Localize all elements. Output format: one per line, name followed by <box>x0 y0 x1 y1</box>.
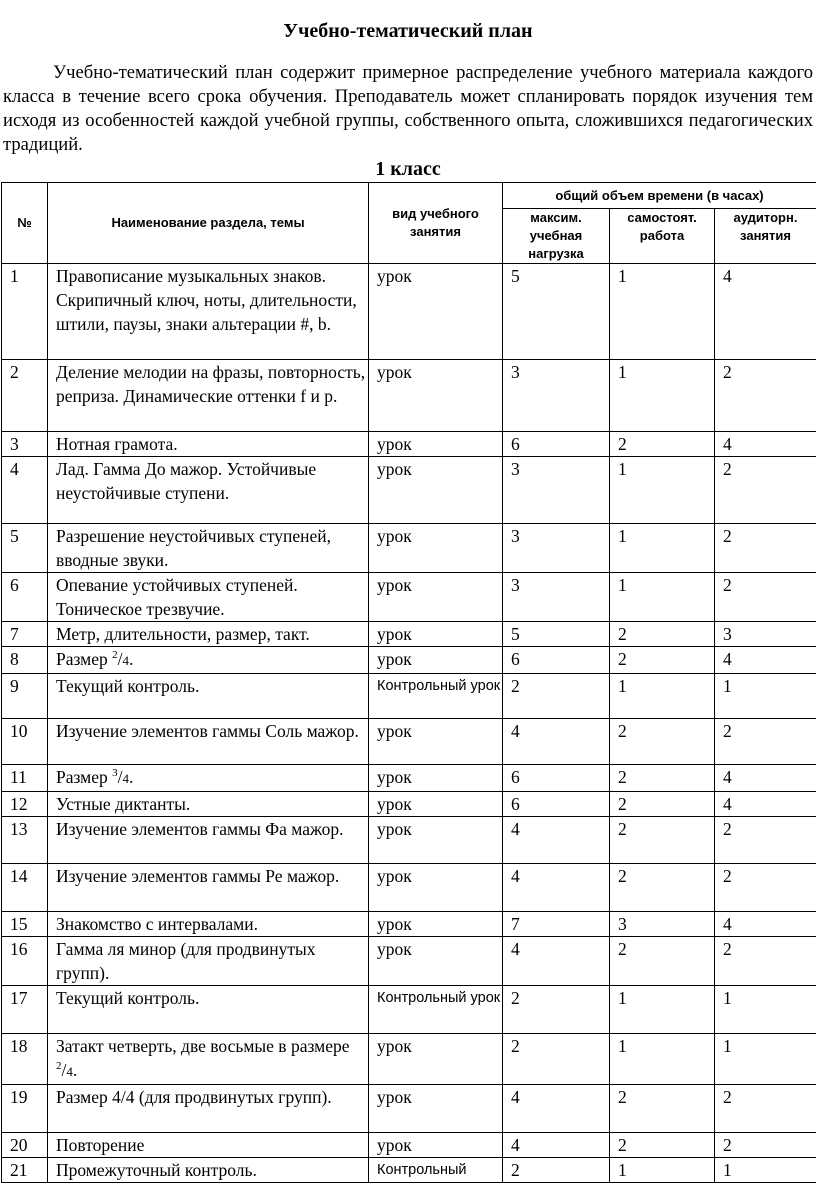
row-number: 12 <box>2 792 48 817</box>
row-self-study: 1 <box>610 360 715 432</box>
row-topic: Гамма ля минор (для продвинутых групп). <box>48 937 369 986</box>
table-row <box>2 719 816 765</box>
row-topic: Текущий контроль. <box>48 986 369 1034</box>
table-row <box>2 1133 816 1158</box>
row-number: 18 <box>2 1034 48 1085</box>
row-lesson-type: урок <box>369 792 503 817</box>
row-classroom: 2 <box>715 937 816 986</box>
table-row <box>2 524 816 573</box>
row-classroom: 3 <box>715 622 816 647</box>
row-topic: Устные диктанты. <box>48 792 369 817</box>
row-classroom: 4 <box>715 432 816 457</box>
row-lesson-type: урок <box>369 457 503 524</box>
row-number: 2 <box>2 360 48 432</box>
header-name: Наименование раздела, темы <box>48 183 369 264</box>
row-classroom: 1 <box>715 1158 816 1183</box>
topic-part-sup: 3 <box>112 767 118 779</box>
row-self-study: 1 <box>610 573 715 622</box>
table-row <box>2 817 816 864</box>
row-classroom: 4 <box>715 765 816 792</box>
row-classroom: 2 <box>715 360 816 432</box>
header-self: самостоят. работа <box>610 209 715 264</box>
row-self-study: 2 <box>610 1133 715 1158</box>
row-self-study: 2 <box>610 864 715 912</box>
row-max-load: 4 <box>503 719 610 765</box>
row-self-study: 2 <box>610 719 715 765</box>
table-header-row <box>2 183 816 209</box>
row-classroom: 4 <box>715 912 816 937</box>
row-classroom: 1 <box>715 986 816 1034</box>
table-row <box>2 765 816 792</box>
row-self-study: 2 <box>610 432 715 457</box>
topic-part-post: / <box>118 649 123 669</box>
row-number: 13 <box>2 817 48 864</box>
row-self-study: 2 <box>610 817 715 864</box>
row-number: 4 <box>2 457 48 524</box>
topic-part-sub: 4 <box>123 771 130 786</box>
topic-part-sub: 4 <box>123 653 130 668</box>
topic-part-sup: 2 <box>56 1060 62 1072</box>
row-max-load: 2 <box>503 1158 610 1183</box>
topic-part-pre: Затакт четверть, две восьмые в размере <box>56 1036 349 1056</box>
row-self-study: 1 <box>610 1034 715 1085</box>
row-lesson-type: урок <box>369 864 503 912</box>
row-max-load: 4 <box>503 937 610 986</box>
row-classroom: 2 <box>715 1085 816 1133</box>
row-lesson-type: урок <box>369 937 503 986</box>
row-topic: Текущий контроль. <box>48 674 369 719</box>
row-lesson-type: Контрольный <box>369 1158 503 1183</box>
plan-table <box>1 182 816 1183</box>
table-row <box>2 432 816 457</box>
row-lesson-type: урок <box>369 573 503 622</box>
row-lesson-type: Контрольный урок <box>369 986 503 1034</box>
row-number: 21 <box>2 1158 48 1183</box>
row-number: 1 <box>2 264 48 360</box>
row-self-study: 2 <box>610 765 715 792</box>
row-max-load: 4 <box>503 1085 610 1133</box>
header-time-group: общий объем времени (в часах) <box>503 183 816 209</box>
topic-part-sup: 2 <box>112 649 118 661</box>
row-topic: Промежуточный контроль. <box>48 1158 369 1183</box>
table-row <box>2 986 816 1034</box>
row-topic: Опевание устойчивых ступеней. Тоническое трезвучие. <box>48 573 369 622</box>
row-topic: Изучение элементов гаммы Фа мажор. <box>48 817 369 864</box>
row-lesson-type: урок <box>369 719 503 765</box>
row-max-load: 3 <box>503 360 610 432</box>
row-topic: Разрешение неустойчивых ступеней, вводные звуки. <box>48 524 369 573</box>
row-lesson-type: урок <box>369 264 503 360</box>
row-number: 11 <box>2 765 48 792</box>
table-row <box>2 792 816 817</box>
row-topic <box>48 647 369 674</box>
row-max-load: 6 <box>503 792 610 817</box>
topic-part-end: . <box>129 649 133 669</box>
row-max-load: 4 <box>503 1133 610 1158</box>
topic-part-post: / <box>62 1060 67 1080</box>
row-lesson-type: урок <box>369 1034 503 1085</box>
row-self-study: 1 <box>610 1158 715 1183</box>
row-classroom: 4 <box>715 264 816 360</box>
row-topic: Знакомство с интервалами. <box>48 912 369 937</box>
topic-part-post: / <box>118 767 123 787</box>
row-classroom: 2 <box>715 524 816 573</box>
row-self-study: 3 <box>610 912 715 937</box>
row-max-load: 3 <box>503 573 610 622</box>
row-number: 14 <box>2 864 48 912</box>
row-classroom: 2 <box>715 817 816 864</box>
row-number: 10 <box>2 719 48 765</box>
row-topic <box>48 1034 369 1085</box>
row-classroom: 2 <box>715 719 816 765</box>
row-max-load: 4 <box>503 864 610 912</box>
row-max-load: 2 <box>503 986 610 1034</box>
table-row <box>2 457 816 524</box>
row-max-load: 4 <box>503 817 610 864</box>
row-number: 9 <box>2 674 48 719</box>
row-number: 15 <box>2 912 48 937</box>
intro-paragraph: Учебно-тематический план содержит примерное распределение учебного материала каждого класса в течение всего срока обучения. Преподаватель может спланировать порядок изучения тем исходя из особенностей каждой учебной группы, собственного опыта, сложившихся педагогических традиций. <box>3 61 813 157</box>
row-lesson-type: урок <box>369 622 503 647</box>
row-topic: Метр, длительности, размер, такт. <box>48 622 369 647</box>
row-self-study: 1 <box>610 524 715 573</box>
row-self-study: 2 <box>610 1085 715 1133</box>
row-lesson-type: урок <box>369 1085 503 1133</box>
table-row <box>2 674 816 719</box>
row-self-study: 1 <box>610 674 715 719</box>
header-type: вид учебного занятия <box>369 183 503 264</box>
row-topic: Правописание музыкальных знаков. Скрипичный ключ, ноты, длительности, штили, паузы, знаки альтерации #, b. <box>48 264 369 360</box>
row-topic: Нотная грамота. <box>48 432 369 457</box>
row-lesson-type: урок <box>369 1133 503 1158</box>
row-topic <box>48 765 369 792</box>
row-self-study: 2 <box>610 622 715 647</box>
table-row <box>2 647 816 674</box>
row-max-load: 6 <box>503 432 610 457</box>
row-self-study: 1 <box>610 457 715 524</box>
row-number: 16 <box>2 937 48 986</box>
topic-part-end: . <box>129 767 133 787</box>
row-classroom: 2 <box>715 457 816 524</box>
row-self-study: 2 <box>610 647 715 674</box>
row-topic: Изучение элементов гаммы Ре мажор. <box>48 864 369 912</box>
topic-part-pre: Размер <box>56 767 112 787</box>
row-number: 3 <box>2 432 48 457</box>
row-lesson-type: урок <box>369 817 503 864</box>
row-topic: Изучение элементов гаммы Соль мажор. <box>48 719 369 765</box>
table-row <box>2 622 816 647</box>
row-classroom: 2 <box>715 864 816 912</box>
row-topic: Лад. Гамма До мажор. Устойчивые неустойчивые ступени. <box>48 457 369 524</box>
topic-part-end: . <box>73 1060 77 1080</box>
row-classroom: 4 <box>715 647 816 674</box>
row-max-load: 6 <box>503 647 610 674</box>
row-lesson-type: урок <box>369 360 503 432</box>
table-row <box>2 912 816 937</box>
row-number: 5 <box>2 524 48 573</box>
row-classroom: 2 <box>715 573 816 622</box>
page-title: Учебно-тематический план <box>0 20 816 43</box>
header-max: максим. учебная нагрузка <box>503 209 610 264</box>
row-max-load: 3 <box>503 457 610 524</box>
header-num: № <box>2 183 48 264</box>
row-classroom: 2 <box>715 1133 816 1158</box>
row-max-load: 7 <box>503 912 610 937</box>
table-row <box>2 573 816 622</box>
row-number: 19 <box>2 1085 48 1133</box>
row-number: 7 <box>2 622 48 647</box>
row-topic: Повторение <box>48 1133 369 1158</box>
row-max-load: 5 <box>503 264 610 360</box>
topic-part-pre: Размер <box>56 649 112 669</box>
row-self-study: 2 <box>610 792 715 817</box>
table-row <box>2 360 816 432</box>
row-classroom: 1 <box>715 1034 816 1085</box>
table-row <box>2 864 816 912</box>
row-max-load: 3 <box>503 524 610 573</box>
row-classroom: 4 <box>715 792 816 817</box>
row-classroom: 1 <box>715 674 816 719</box>
table-row <box>2 264 816 360</box>
row-lesson-type: урок <box>369 912 503 937</box>
row-max-load: 5 <box>503 622 610 647</box>
header-aud: аудиторн. занятия <box>715 209 816 264</box>
row-number: 20 <box>2 1133 48 1158</box>
row-lesson-type: урок <box>369 647 503 674</box>
row-self-study: 1 <box>610 986 715 1034</box>
row-topic: Деление мелодии на фразы, повторность, реприза. Динамические оттенки f и p. <box>48 360 369 432</box>
row-self-study: 2 <box>610 937 715 986</box>
row-lesson-type: урок <box>369 432 503 457</box>
topic-part-sub: 4 <box>66 1064 73 1079</box>
row-topic: Размер 4/4 (для продвинутых групп). <box>48 1085 369 1133</box>
row-lesson-type: урок <box>369 524 503 573</box>
row-number: 6 <box>2 573 48 622</box>
row-max-load: 2 <box>503 674 610 719</box>
table-row <box>2 1085 816 1133</box>
table-row <box>2 937 816 986</box>
row-self-study: 1 <box>610 264 715 360</box>
row-number: 8 <box>2 647 48 674</box>
row-max-load: 2 <box>503 1034 610 1085</box>
table-row <box>2 1034 816 1085</box>
table-row <box>2 1158 816 1183</box>
row-number: 17 <box>2 986 48 1034</box>
class-title: 1 класс <box>0 158 816 181</box>
row-lesson-type: урок <box>369 765 503 792</box>
row-lesson-type: Контрольный урок <box>369 674 503 719</box>
row-max-load: 6 <box>503 765 610 792</box>
